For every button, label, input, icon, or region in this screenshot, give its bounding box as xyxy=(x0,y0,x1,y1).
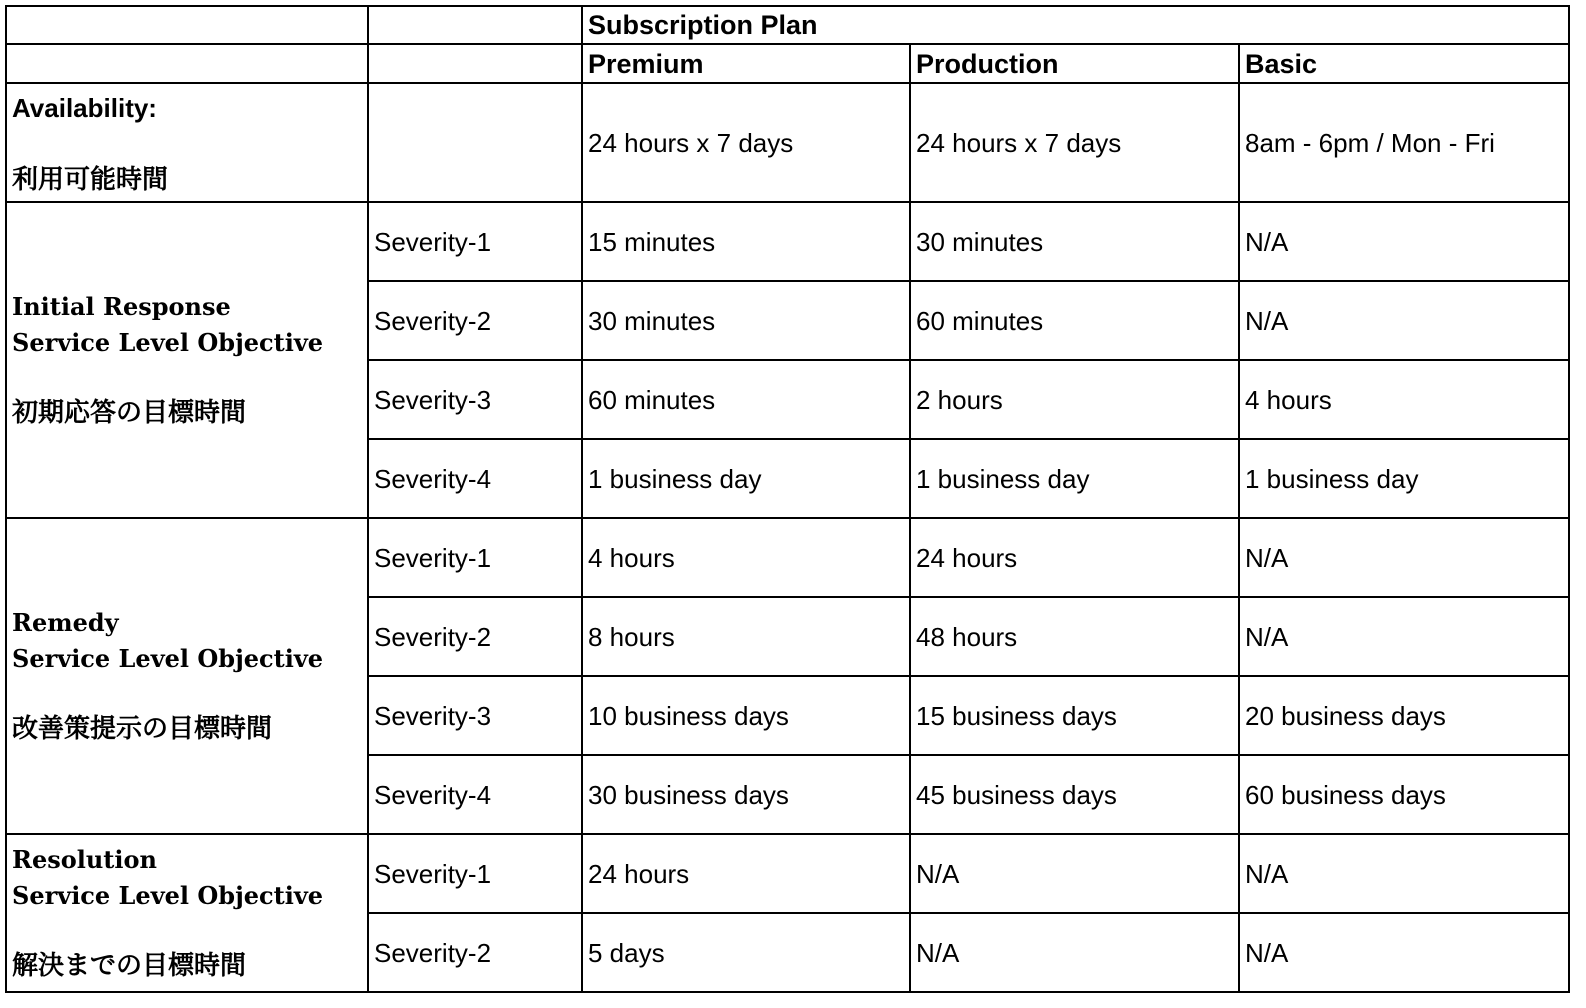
severity-label: Severity-2 xyxy=(368,597,582,676)
premium-value: 4 hours xyxy=(582,518,910,597)
table-row xyxy=(6,518,1569,597)
table-row xyxy=(6,834,1569,913)
production-value: 24 hours xyxy=(910,518,1239,597)
remedy-label xyxy=(6,518,368,834)
availability-basic: 8am - 6pm / Mon - Fri xyxy=(1239,83,1569,202)
basic-value: N/A xyxy=(1239,597,1569,676)
production-value: 48 hours xyxy=(910,597,1239,676)
plan-header-premium: Premium xyxy=(582,44,910,83)
severity-label: Severity-1 xyxy=(368,518,582,597)
resolution-label-en: Resolution xyxy=(12,845,157,874)
initial-response-label-en: Initial Response xyxy=(12,292,231,321)
premium-value: 60 minutes xyxy=(582,360,910,439)
remedy-label-ja: 改善策提示の目標時間 xyxy=(12,714,273,744)
resolution-label-slo: Service Level Objective xyxy=(12,881,324,910)
availability-label xyxy=(6,83,368,202)
severity-label: Severity-4 xyxy=(368,755,582,834)
severity-label: Severity-3 xyxy=(368,360,582,439)
availability-label-en: Availability: xyxy=(12,93,157,123)
production-value: 2 hours xyxy=(910,360,1239,439)
empty-cell xyxy=(368,6,582,44)
remedy-label-en: Remedy xyxy=(12,608,119,637)
remedy-label-slo: Service Level Objective xyxy=(12,644,324,673)
resolution-label xyxy=(6,834,368,992)
premium-value: 30 business days xyxy=(582,755,910,834)
basic-value: 20 business days xyxy=(1239,676,1569,755)
initial-response-label-ja: 初期応答の目標時間 xyxy=(12,398,247,428)
basic-value: N/A xyxy=(1239,834,1569,913)
severity-label: Severity-2 xyxy=(368,281,582,360)
production-value: 45 business days xyxy=(910,755,1239,834)
production-value: N/A xyxy=(910,913,1239,992)
basic-value: 4 hours xyxy=(1239,360,1569,439)
premium-value: 15 minutes xyxy=(582,202,910,281)
premium-value: 24 hours xyxy=(582,834,910,913)
empty-cell xyxy=(368,44,582,83)
severity-label: Severity-2 xyxy=(368,913,582,992)
initial-response-label-slo: Service Level Objective xyxy=(12,328,324,357)
initial-response-label xyxy=(6,202,368,518)
plan-header-basic: Basic xyxy=(1239,44,1569,83)
basic-value: N/A xyxy=(1239,281,1569,360)
production-value: N/A xyxy=(910,834,1239,913)
production-value: 15 business days xyxy=(910,676,1239,755)
basic-value: N/A xyxy=(1239,202,1569,281)
premium-value: 8 hours xyxy=(582,597,910,676)
basic-value: 60 business days xyxy=(1239,755,1569,834)
premium-value: 30 minutes xyxy=(582,281,910,360)
premium-value: 5 days xyxy=(582,913,910,992)
subscription-plan-title: Subscription Plan xyxy=(582,6,1569,44)
basic-value: N/A xyxy=(1239,518,1569,597)
severity-label: Severity-1 xyxy=(368,202,582,281)
availability-premium: 24 hours x 7 days xyxy=(582,83,910,202)
severity-label: Severity-3 xyxy=(368,676,582,755)
production-value: 60 minutes xyxy=(910,281,1239,360)
production-value: 1 business day xyxy=(910,439,1239,518)
basic-value: 1 business day xyxy=(1239,439,1569,518)
availability-row xyxy=(6,83,1569,202)
availability-label-ja: 利用可能時間 xyxy=(12,165,169,195)
severity-label: Severity-1 xyxy=(368,834,582,913)
sla-table xyxy=(5,5,1570,993)
table-title-row xyxy=(6,6,1569,44)
empty-cell xyxy=(6,44,368,83)
plan-header-production: Production xyxy=(910,44,1239,83)
availability-production: 24 hours x 7 days xyxy=(910,83,1239,202)
severity-label: Severity-4 xyxy=(368,439,582,518)
premium-value: 1 business day xyxy=(582,439,910,518)
table-row xyxy=(6,202,1569,281)
table-header-row xyxy=(6,44,1569,83)
premium-value: 10 business days xyxy=(582,676,910,755)
empty-cell xyxy=(368,83,582,202)
empty-cell xyxy=(6,6,368,44)
production-value: 30 minutes xyxy=(910,202,1239,281)
resolution-label-ja: 解決までの目標時間 xyxy=(12,951,247,981)
basic-value: N/A xyxy=(1239,913,1569,992)
